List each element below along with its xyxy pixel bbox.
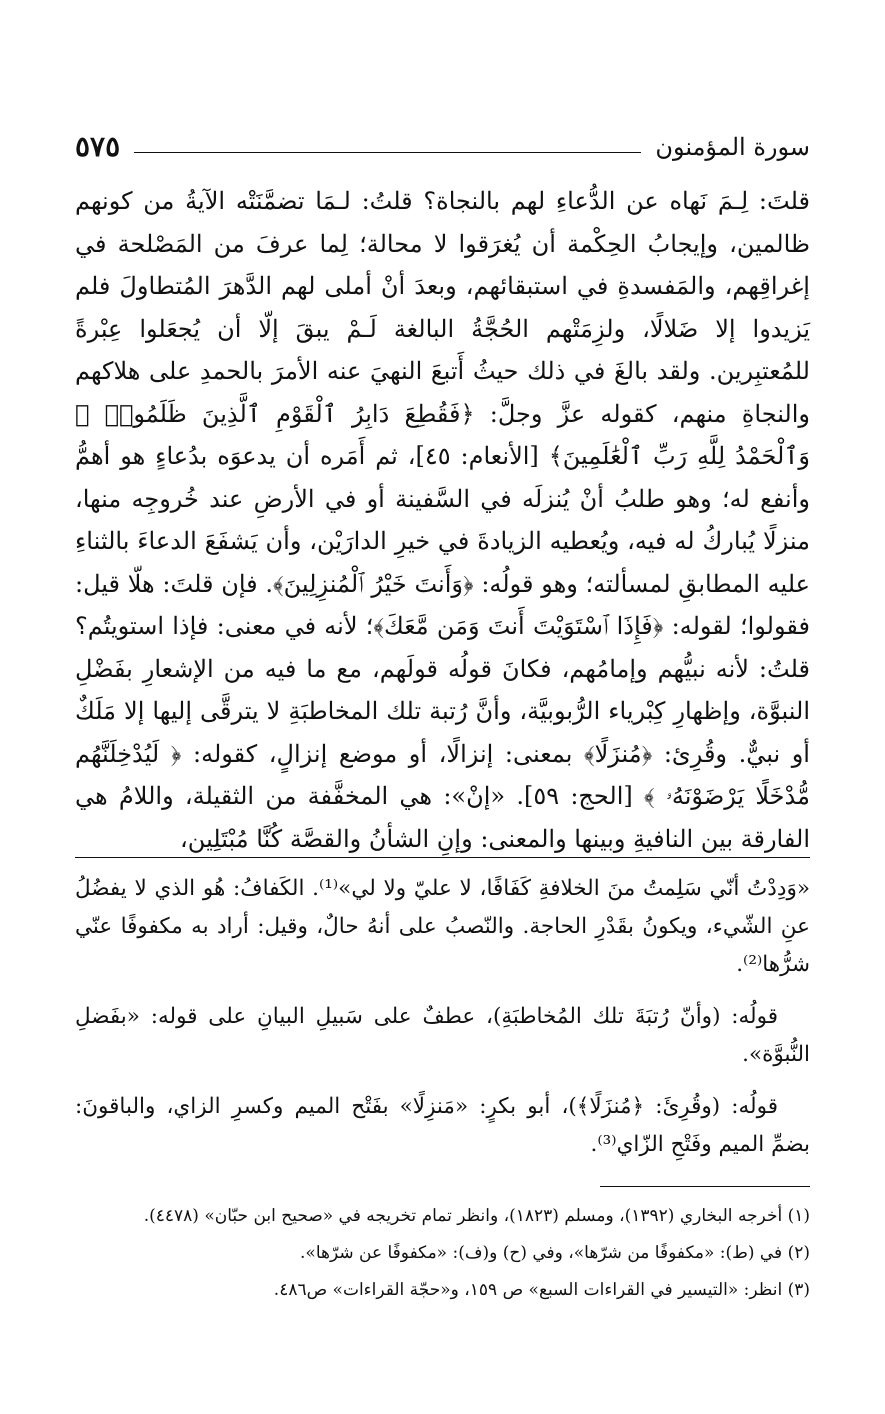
footnote: (٣) انظر: «التيسير في القراءات السبع» ص ١٥٩، و«حجّة القراءات» ص٤٨٦. bbox=[273, 1280, 810, 1300]
gloss-section bbox=[75, 870, 810, 1174]
page-number: ٥٧٥ bbox=[75, 130, 121, 163]
footnote-divider bbox=[600, 1186, 810, 1187]
main-line: البالغة لَـمْ يبقَ إلّا أن يُجعَلوا عِبْرةً للمُعتبِرين. ولقد بالغَ في ذلك حيثُ أَتبعَ النهيَ عنه bbox=[75, 314, 810, 385]
footnote: (٢) في (ط): «مكفوفًا من شرّها»، وفي (ح) و(ف): «مكفوفًا عن شرّها». bbox=[300, 1243, 810, 1263]
main-line: إنزالٍ، كقوله: ﴿ لَيُدْخِلَنَّهُم مُّدْخَلًا يَرْضَوْنَهُۥ ﴾ [الحج: ٥٩]. «إنْ»: هي المخفَّفة من bbox=[75, 739, 810, 810]
main-line: ظَلَمُوا۟ ۚ وَٱلْحَمْدُ لِلَّهِ رَبِّ ٱلْعَٰلَمِينَ﴾ [الأنعام: ٤٥]، ثم أَمَره أن يدعوَه بدُعاءٍ هو أهمُّ وأنفع bbox=[75, 399, 810, 513]
main-line: له؛ وهو طلبُ أنْ يُنزلَه في السَّفينة أو في الأرضِ عند خُروجِه منها، منزلًا يُباركُ له bbox=[75, 484, 810, 555]
gloss-line: قولُه: (وقُرِئَ: ﴿مُنزَلًا﴾)، أبو بكرٍ: «مَنزِلًا» بفَتْح الميم وكسرِ الزاي، والباقونَ: بضمِّ bbox=[75, 1094, 810, 1157]
header-rule bbox=[134, 152, 641, 153]
gloss-line: الشّيء، ويكونُ بقَدْرِ الحاجة. والنّصبُ على أنهُ حالٌ، وقيل: أراد به مكفوفًا عنّي شرُّها⁽²⁾. bbox=[75, 914, 810, 977]
gloss-paragraph: قولُه: (وأنّ رُتبَةَ تلك المُخاطبَةِ)، عطفٌ على سَبيلِ البيانِ على قوله: «بفَضلِ النُّبوَّة». bbox=[75, 1004, 810, 1067]
main-line: قولَهم، مع ما فيه من الإشعارِ بفَضْلِ النبوَّة، وإظهارِ كِبْرياء الرُّبوبيَّة، وأنَّ رُتبة تلك bbox=[75, 654, 810, 725]
surah-title: سورة المؤمنون bbox=[655, 133, 810, 161]
main-line: وهو قولُه: ﴿وَأَنتَ خَيْرُ ٱلْمُنزِلِينَ﴾. فإن قلتَ: هلّا قيل: فقولوا؛ لقوله: ﴿فَإِذَا ٱسْتَوَيْتَ bbox=[75, 569, 810, 640]
gloss-line: «وَدِدْتُ أنّي سَلِمتُ منَ الخلافةِ كَفَافًا، لا عليّ ولا لي»⁽¹⁾. الكَفافُ: هُو الذي لا يفضُلُ عنِ bbox=[75, 876, 810, 939]
main-line: استبقائهم، وبعدَ أنْ أملى لهم الدَّهرَ المُتطاولَ فلم يَزيدوا إلا ضَلالًا، ولزِمَتْهم الحُجَّةُ bbox=[75, 272, 810, 343]
gloss-paragraph bbox=[75, 1088, 810, 1164]
footnote: (١) أخرجه البخاري (١٣٩٢)، ومسلم (١٨٢٣)، وانظر تمام تخريجه في «صحيح ابن حبّان» (٤٤٧٨). bbox=[143, 1206, 810, 1226]
gloss-paragraph bbox=[75, 870, 810, 984]
main-line: الأمرَ بالحمدِ على هلاكهم والنجاةِ منهم، كقوله عزَّ وجلَّ: ﴿فَقُطِعَ دَابِرُ ٱلْقَوْمِ ٱلَّذِينَ bbox=[75, 357, 811, 428]
main-line: أَنتَ وَمَن مَّعَكَ﴾؛ لأنه في معنى: فإذا استويتُم؟ قلتُ: لأنه نبيُّهم وإمامُهم، فكانَ قولُه bbox=[75, 612, 810, 683]
main-line: وإيجابُ الحِكْمة أن يُغرَقوا لا محالة؛ لِما عرفَ من المَصْلحة في إغراقِهم، والمَفسدةِ في bbox=[75, 229, 810, 300]
main-divider bbox=[75, 857, 810, 858]
running-header bbox=[75, 118, 810, 162]
gloss-line: الميم وفَتْحِ الزّاي⁽³⁾. bbox=[590, 1132, 765, 1157]
main-commentary bbox=[75, 180, 810, 860]
footnotes bbox=[75, 1198, 810, 1309]
main-paragraph bbox=[75, 180, 810, 860]
main-line: الثقيلة، واللامُ هي الفارقة بين النافيةِ وبينها والمعنى: وإنِ الشأنُ والقصَّة كُنَّا مُبْتَلِين، bbox=[75, 782, 810, 853]
main-line: قلتَ: لِـمَ نَهاه عن الدُّعاءِ لهم بالنجاة؟ قلتُ: لـمَا تضمَّنَتْه الآيةُ من كونهم ظالمين، bbox=[75, 187, 810, 258]
main-line: المخاطبَةِ لا يترقَّى إليها إلا مَلَكٌ أو نبيٌّ. وقُرِئ: ﴿مُنزَلًا﴾ بمعنى: إنزالًا، أو موضع bbox=[75, 697, 810, 768]
main-line: فيه، ويُعطيه الزيادةَ في خيرِ الدارَيْن، وأن يَشفَعَ الدعاءَ بالثناءِ عليه المطابقِ لمسألته؛ bbox=[75, 527, 810, 598]
